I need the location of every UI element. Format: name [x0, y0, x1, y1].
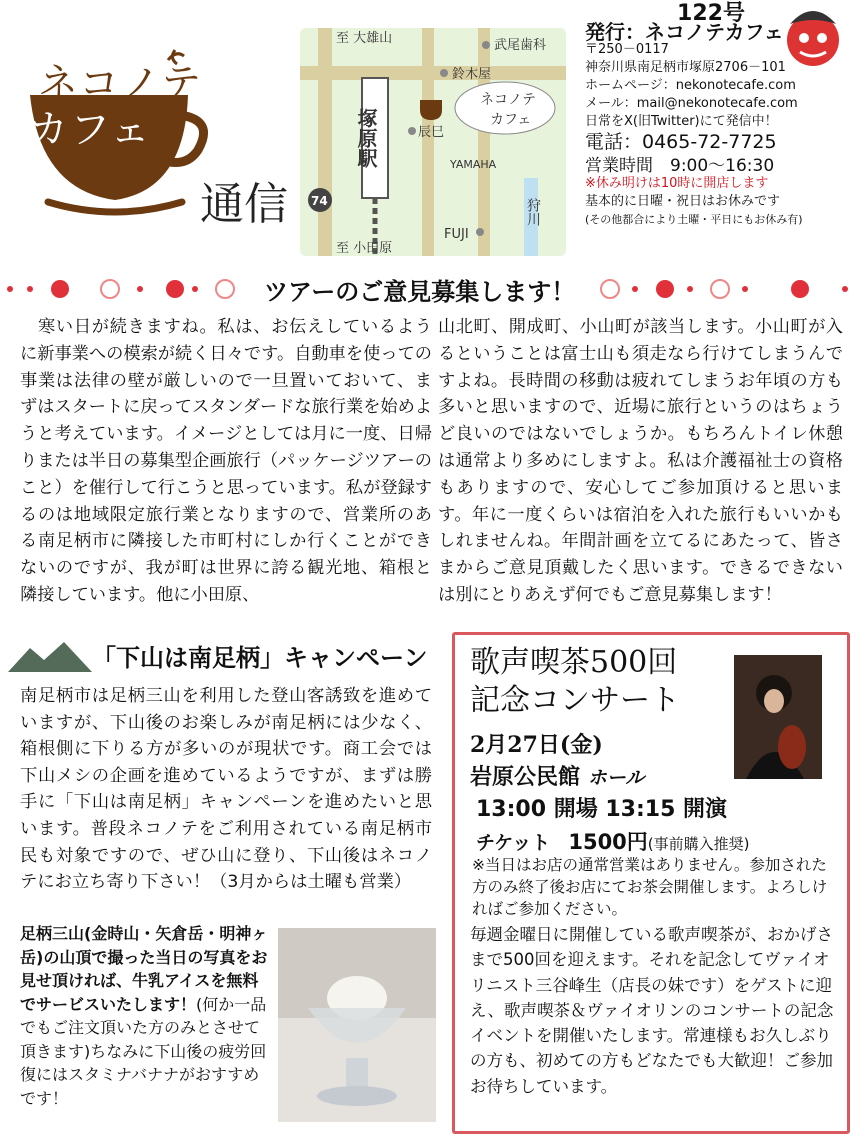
oni-mascot-icon — [778, 0, 848, 70]
offer-bold-text: 足柄三山(金時山・矢倉岳・明神ヶ岳)の山頂で撮った当日の写真をお見せ頂ければ、牛乳アイスを無料でサービスいたします！ — [20, 924, 268, 1014]
ice-cream-photo — [278, 928, 436, 1122]
map-cafe-label-2: カフェ — [490, 112, 532, 128]
publisher: 発行：ネコノテカフェ — [585, 20, 784, 44]
article1-heading: ツアーのご意見募集します！ — [258, 272, 581, 307]
issue-number: 122号 — [677, 1, 745, 26]
map-fuji-label: FUJI — [444, 227, 469, 242]
venue-name: 岩原公民館 — [470, 764, 581, 790]
map-tatsumi-label: 辰巳 — [418, 125, 445, 140]
map-route-label: 74 — [311, 194, 328, 208]
venue-hall: ホール — [587, 767, 645, 789]
homepage-link[interactable]: ホームページ：nekonotecafe.com — [585, 78, 796, 93]
sns-note: 日常をX(旧Twitter)にて発信中！ — [585, 114, 778, 129]
logo-subtitle: カフェ — [28, 107, 152, 153]
map-station-label: 塚原駅 — [354, 108, 378, 168]
article2-heading: 「下山は南足柄」キャンペーン — [92, 644, 428, 672]
article1-column1: 寒い日が続きますね。私は、お伝えしているように新事業への模索が続く日々です。自動車を使っての事業は法律の壁が厳しいので一旦置いておいて、まずはスタートに戻ってスタンダードな旅行業を始めようと考えています。イメージとしては月に一度、日帰りまたは半日の募集型企画旅行（パッケージツアーのこと）を催行して行こうと思っています。私が登録するのは地域限定旅行業となりますので、営業所のある南足柄市に隣接した市町村にしか行くことができないのですが、我が町は世界に誇る観光地、箱根と隣接しています。他に小田原、 — [20, 317, 432, 605]
article2-body: 南足柄市は足柄三山を利用した登山客誘致を進めていますが、下山後のお楽しみが南足柄には少なく、箱根側に下りる方が多いのが現状です。商工会では下山メシの企画を進めているようですが、まずは勝手に「下山は南足柄」キャンペーンを進めたいと思います。普段ネコノテをご利用されている南足柄市民も対象ですので、ぜひ山に登り、下山後はネコノテにお立ち寄り下さい！（3月からは土曜も営業） — [20, 686, 432, 893]
concert-title-line1: 歌声喫茶500回 — [470, 645, 678, 680]
article1-column2: 山北町、開成町、小山町が該当します。小山町が入るということは富士山も須走なら行けてしまうんですよね。長時間の移動は疲れてしまうお年頃の方も多いと思いますので、近場に旅行というのはちょうど良いのではないでしょうか。もちろんトイレ休憩は通常より多めにしますよ。私は介護福祉士の資格もありますので、安心してご参加頂けると思います。年に一度くらいは宿泊を入れた旅行もいいかもしれませんね。年間計画を立てるにあたって、皆さまからご意見頂戴したく思います。できるできないは別にとりあえず何でもご意見募集します！ — [438, 317, 843, 605]
mountain-icon — [8, 640, 92, 674]
offer-note: (何か一品でもご注文頂いた方のみとさせて頂きます)ちなみに下山後の疲労回復にはスタミナバナナがおすすめです！ — [20, 994, 267, 1108]
article2-offer — [20, 922, 270, 1110]
closed-note: (その他都合により土曜・平日にもお休み有) — [585, 213, 803, 226]
newsletter-title: 通信 — [200, 179, 288, 230]
map-suzukiya-label: 鈴木屋 — [452, 67, 492, 82]
concert-time: 13:00 開場 13:15 開演 — [476, 797, 728, 822]
closed-days: 基本的に日曜・祝日はお休みです — [585, 194, 781, 209]
concert-title — [470, 644, 680, 720]
ticket-price: 1500円 — [568, 830, 648, 854]
concert-note: ※当日はお店の通常営業はありません。参加された方のみ終了後お店にてお茶会開催します。よろしければご参加ください。 — [472, 856, 828, 918]
ticket-note: (事前購入推奨) — [647, 835, 750, 853]
business-hours: 営業時間 9:00～16:30 — [585, 156, 775, 176]
concert-body: 毎週金曜日に開催している歌声喫茶が、おかげさまで500回を迎えます。それを記念してヴァイオリニスト三谷峰生（店長の妹です）をゲストに迎え、歌声喫茶＆ヴァイオリンのコンサートの記念イベントを開催いたします。常連様もお久しぶりの方も、初めての方もどなたでも大歓迎！ご参加お待ちしています。 — [470, 925, 834, 1096]
email-link[interactable]: メール：mail@nekonotecafe.com — [585, 96, 798, 111]
postal-code: 〒250－0117 — [585, 42, 669, 57]
logo-title: ネコノテ — [38, 61, 202, 107]
map-dentist-label: 武尾歯科 — [494, 38, 547, 53]
ticket-label: チケット — [476, 832, 551, 854]
violinist-photo — [734, 655, 822, 779]
concert-venue — [470, 760, 644, 791]
concert-date: 2月27日(金) — [470, 732, 603, 758]
holiday-note: ※休み明けは10時に開店します — [585, 176, 769, 191]
map-cafe-label: ネコノテ — [480, 92, 536, 108]
concert-ticket — [476, 826, 750, 856]
map-river-label: 狩川 — [525, 198, 541, 226]
map-south-label: 至 小田原 — [336, 241, 393, 256]
map-north-label: 至 大雄山 — [336, 31, 393, 46]
access-map — [300, 28, 566, 256]
concert-title-line2: 記念コンサート — [470, 683, 680, 718]
map-yamaha-label: YAMAHA — [450, 158, 497, 171]
phone-number: 電話：0465-72-7725 — [585, 131, 777, 153]
address: 神奈川県南足柄市塚原2706－101 — [585, 60, 786, 75]
